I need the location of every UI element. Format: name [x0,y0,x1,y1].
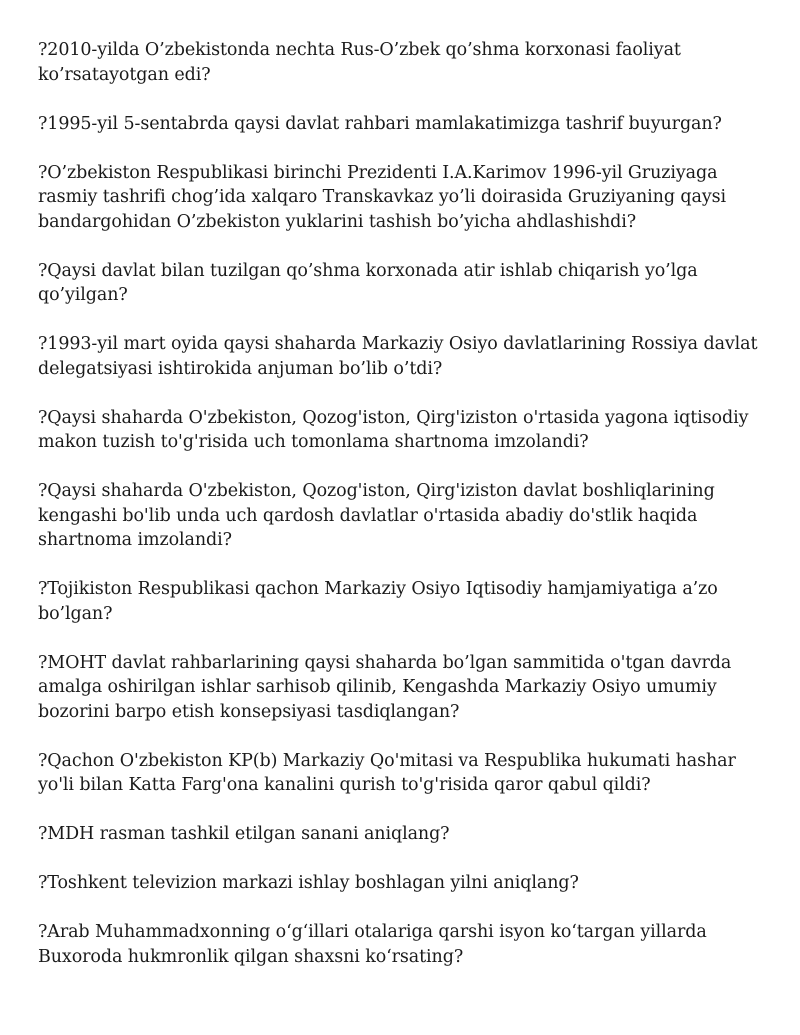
question-9: ?MOHT davlat rahbarlarining qaysi shaharda bo’lgan sammitida o'tgan davrda amalga oshirilgan ishlar sarhisob qilinib, Kengashda Markaziy Osiyo umumiy bozorini barpo etish konsepsiyasi tasdiqlangan? [38,652,732,722]
question-10: ?Qachon O'zbekiston KP(b) Markaziy Qo'mitasi va Respublika hukumati hashar yo'li bilan Katta Farg'ona kanalini qurish to'g'risida qaror qabul qildi? [38,750,736,795]
question-8: ?Tojikiston Respublikasi qachon Markaziy Osiyo Iqtisodiy hamjamiyatiga a’zo bo’lgan? [38,579,718,624]
question-2: ?1995-yil 5-sentabrda qaysi davlat rahbari mamlakatimizga tashrif buyurgan? [38,113,722,134]
question-4: ?Qaysi davlat bilan tuzilgan qo’shma korxonada atir ishlab chiqarish yo’lga qo’yilgan? [38,260,698,305]
question-12: ?Toshkent televizion markazi ishlay boshlagan yilni aniqlang? [38,873,579,893]
question-1: ?2010-yilda O’zbekistonda nechta Rus-O’zbek qo’shma korxonasi faoliyat ko’rsatayotgan edi? [38,40,681,85]
question-13: ?Arab Muhammadxonning o‘g‘illari otalariga qarshi isyon ko‘targan yillarda Buxoroda hukmronlik qilgan shaxsni ko‘rsating? [38,922,707,967]
question-7: ?Qaysi shaharda O'zbekiston, Qozog'iston, Qirg'iziston davlat boshliqlarining kengashi bo'lib unda uch qardosh davlatlar o'rtasida abadiy do'stlik haqida shartnoma imzolandi? [38,481,715,550]
question-6: ?Qaysi shaharda O'zbekiston, Qozog'iston, Qirg'iziston o'rtasida yagona iqtisodiy makon tuzish to'g'risida uch tomonlama shartnoma imzolandi? [38,407,749,452]
question-3: ?O’zbekiston Respublikasi birinchi Prezidenti I.A.Karimov 1996-yil Gruziyaga rasmiy tashrifi chog’ida xalqaro Transkavkaz yo’li doirasida Gruziyaning qaysi bandargohidan O’zbekiston yuklarini tashish bo’yicha ahdlashishdi? [38,162,726,232]
question-11: ?MDH rasman tashkil etilgan sanani aniqlang? [38,824,450,844]
question-5: ?1993-yil mart oyida qaysi shaharda Markaziy Osiyo davlatlarining Rossiya davlat delegatsiyasi ishtirokida anjuman bo’lib o’tdi? [38,334,758,379]
